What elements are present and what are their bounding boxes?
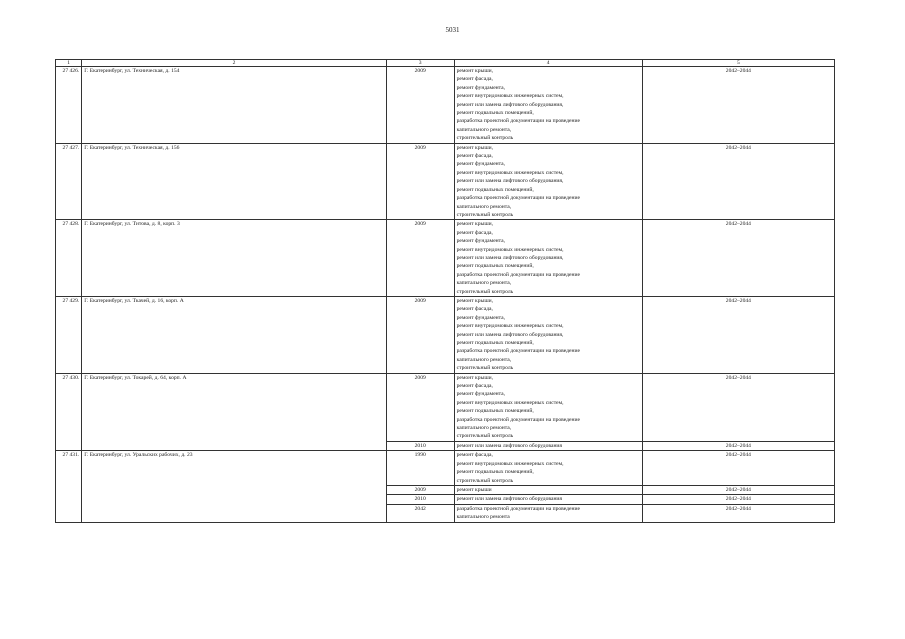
work-item: ремонт крыши, [456,374,494,381]
work-item: строительный контроль [456,135,514,142]
work-item: строительный контроль [456,211,514,218]
works-cell [454,485,642,494]
period-cell: 2042–2044 [642,485,834,494]
work-item: ремонт подвальных помещений, [456,110,534,117]
work-item: ремонт подвальных помещений, [456,186,534,193]
work-item: ремонт фасада, [456,452,493,459]
year-cell: 2009 [386,67,454,144]
works-cell [454,441,642,450]
year-cell: 2009 [386,373,454,441]
address-cell: Г. Екатеринбург, ул. Токарей, д. 64, корп. А [82,373,387,451]
work-item: ремонт внутридомовых инженерных систем, [456,323,564,330]
row-number: 27 430. [56,373,82,451]
year-cell: 1990 [386,451,454,486]
work-item: ремонт крыши, [456,68,494,74]
table-row [56,296,835,373]
work-item: ремонт внутридомовых инженерных систем, [456,93,564,100]
repair-schedule-table [55,59,835,523]
work-item: ремонт подвальных помещений, [456,408,534,415]
row-number: 27 431. [56,451,82,522]
table-row [56,451,835,486]
work-item: ремонт подвальных помещений, [456,340,534,346]
period-cell: 2042–2044 [642,441,834,450]
row-number: 27 427. [56,143,82,220]
work-item: ремонт или замена лифтового оборудования [456,496,563,503]
period-cell: 2042–2044 [642,504,834,522]
work-item: разработка проектной документации на проведение [456,118,580,125]
work-item: капитального ремонта, [456,425,512,432]
work-item: ремонт фундамента, [456,238,506,245]
works-cell [454,504,642,522]
period-cell: 2042–2044 [642,220,834,297]
address-cell: Г. Екатеринбург, ул. Техническая, д. 154 [82,67,387,144]
header-cell-5: 5 [642,60,834,67]
work-item: ремонт или замена лифтового оборудования, [456,101,564,108]
work-item: капитального ремонта, [456,126,512,133]
year-cell: 2042 [386,504,454,522]
work-item: разработка проектной документации на проведение [456,348,580,355]
works-cell [454,451,642,486]
work-item: ремонт или замена лифтового оборудования, [456,254,564,261]
work-item: разработка проектной документации на проведение [456,505,580,512]
work-item: разработка проектной документации на проведение [456,195,580,202]
works-cell [454,67,642,144]
work-item: разработка проектной документации на проведение [456,271,580,278]
table-header [56,60,835,67]
header-row [56,60,835,67]
work-item: ремонт внутридомовых инженерных систем, [456,460,564,467]
header-cell-4: 4 [454,60,642,67]
works-cell [454,495,642,504]
work-item: ремонт фасада, [456,76,493,83]
period-cell: 2042–2044 [642,451,834,486]
works-cell [454,373,642,441]
period-cell: 2042–2044 [642,373,834,441]
work-item: ремонт или замена лифтового оборудования [456,442,563,449]
work-item: разработка проектной документации на проведение [456,416,580,423]
work-item: ремонт крыши, [456,144,494,151]
header-cell-2: 2 [82,60,387,67]
work-item: ремонт или замена лифтового оборудования, [456,178,564,185]
header-cell-3: 3 [386,60,454,67]
table-row [56,67,835,144]
year-cell: 2009 [386,296,454,373]
period-cell: 2042–2044 [642,495,834,504]
work-item: ремонт крыши, [456,297,494,304]
row-number: 27 429. [56,296,82,373]
period-cell: 2042–2044 [642,296,834,373]
table-row [56,373,835,441]
work-item: ремонт крыши [456,486,492,493]
work-item: капитального ремонта, [456,280,512,287]
year-cell: 2010 [386,495,454,504]
work-item: ремонт фундамента, [456,391,506,398]
table-row [56,220,835,297]
works-cell [454,143,642,220]
work-item: ремонт фундамента, [456,314,506,321]
work-item: ремонт фасада, [456,306,493,313]
year-cell: 2009 [386,220,454,297]
header-cell-1: 1 [56,60,82,67]
address-cell: Г. Екатеринбург, ул. Техническая, д. 156 [82,143,387,220]
work-item: ремонт внутридомовых инженерных систем, [456,399,564,406]
work-item: капитального ремонта, [456,356,512,363]
work-item: строительный контроль [456,433,514,440]
year-cell: 2009 [386,485,454,494]
table-body [56,67,835,523]
year-cell: 2010 [386,441,454,450]
work-item: ремонт фасада, [456,153,493,160]
row-number: 27 428. [56,220,82,297]
work-item: ремонт фасада, [456,229,493,236]
works-cell [454,220,642,297]
row-number: 27 426. [56,67,82,144]
work-item: ремонт или замена лифтового оборудования, [456,331,564,338]
works-cell [454,296,642,373]
year-cell: 2009 [386,143,454,220]
address-cell: Г. Екатеринбург, ул. Титова, д. 8, корп. 3 [82,220,387,297]
work-item: ремонт внутридомовых инженерных систем, [456,169,564,176]
work-item: ремонт внутридомовых инженерных систем, [456,246,564,253]
work-item: строительный контроль [456,477,514,484]
address-cell: Г. Екатеринбург, ул. Ткачей, д. 16, корп. А [82,296,387,373]
address-cell: Г. Екатеринбург, ул. Уральских рабочих, д. 23 [82,451,387,522]
work-item: ремонт подвальных помещений, [456,263,534,270]
work-item: ремонт фасада, [456,383,493,390]
period-cell: 2042–2044 [642,143,834,220]
period-cell: 2042–2044 [642,67,834,144]
table-row [56,143,835,220]
work-item: капитального ремонта [456,514,510,521]
work-item: ремонт крыши, [456,221,494,228]
work-item: строительный контроль [456,288,514,295]
work-item: строительный контроль [456,365,514,372]
work-item: ремонт подвальных помещений, [456,469,534,476]
work-item: ремонт фундамента, [456,84,506,91]
work-item: ремонт фундамента, [456,161,506,168]
work-item: капитального ремонта, [456,203,512,210]
page-number: 5031 [445,26,460,34]
